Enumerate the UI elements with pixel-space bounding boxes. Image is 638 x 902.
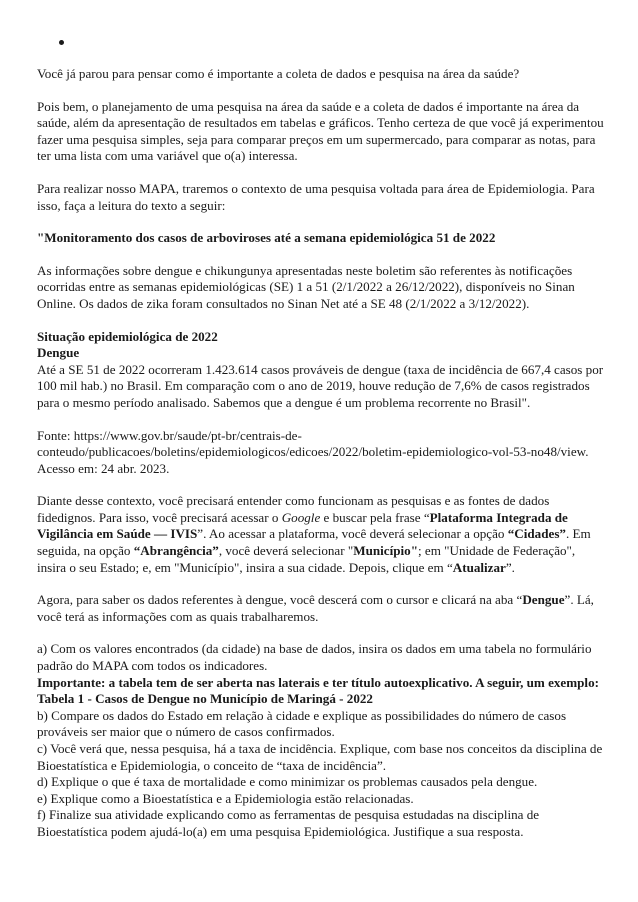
source-paragraph: Fonte: https://www.gov.br/saude/pt-br/centrais-de-conteudo/publicacoes/boletins/epidemiologicos/edicoes/2022/boletim-epidemiologico-vol-53-no48/view. Acesso em: 24 abr. 2023. xyxy=(37,427,589,476)
atualizar-option: Atualizar xyxy=(452,559,506,575)
cidades-option: “Cidades” xyxy=(507,526,566,542)
dengue-paragraph: Até a SE 51 de 2022 ocorreram 1.423.614 casos prováveis de dengue (taxa de incidência de 667,4 casos por 100 mil hab.) no Brasil. Em comparação com o ano de 2019, houve redução de 7,6% de casos registrados para o mesmo período analisado. Sabemos que a dengue é um problema recorrente no Brasil". xyxy=(37,361,604,410)
intro-paragraph: Pois bem, o planejamento de uma pesquisa na área da saúde e a coleta de dados é importante na área da saúde, além da apresentação de resultados em tabelas e gráficos. Tenho certeza de que você já experimentou fazer uma pesquisa simples, seja para comparar preços em um supermercado, para comparar as notas, para ter uma lista com uma variável que o(a) interessa. xyxy=(37,98,604,164)
document-body xyxy=(37,34,605,841)
task-c: c) Você verá que, nessa pesquisa, há a taxa de incidência. Explique, com base nos conceitos da disciplina de Bioestatística e Epidemiologia, o conceito de “taxa de incidência”. xyxy=(37,741,603,773)
task-a: a) Com os valores encontrados (da cidade) na base de dados, insira os dados em uma tabela no formulário padrão do MAPA com todos os indicadores. xyxy=(37,641,592,674)
dengue-heading: Dengue xyxy=(37,345,80,361)
instructions-paragraph: Diante desse contexto, você precisará entender como funcionam as pesquisas e as fontes de dados fidedignos. Para isso, você precisará acessar o Google e buscar pela frase “Plataforma Integrada de Vigilância em Saúde — IVIS”. Ao acessar a plataforma, você deverá selecionar a opção “Cidades”. Em seguida, na opção “Abrangência”, você deverá selecionar "Município"; em "Unidade de Federação", insira o seu Estado; e, em "Município", insira a sua cidade. Depois, clique em “Atualizar”. xyxy=(37,493,591,575)
quote-title xyxy=(37,230,605,247)
task-f: f) Finalize sua atividade explicando como as ferramentas de pesquisa estudadas na disciplina de Bioestatística podem ajudá-lo(a) em uma pesquisa Epidemiológica. Justifique a sua resposta. xyxy=(37,807,540,839)
abrangencia-option: “Abrangência” xyxy=(133,543,219,559)
dengue-tab-paragraph: Agora, para saber os dados referentes à dengue, você descerá com o cursor e clicará na aba “Dengue”. Lá, você terá as informações com as quais trabalharemos. xyxy=(37,592,594,624)
bullet-dot-icon xyxy=(59,40,64,45)
bullet-marker xyxy=(37,34,605,48)
task-e: e) Explique como a Bioestatística e a Epidemiologia estão relacionadas. xyxy=(37,790,414,806)
intro-question: Você já parou para pensar como é importante a coleta de dados e pesquisa na área da saúde? xyxy=(37,66,520,81)
quote-title-text: "Monitoramento dos casos de arboviroses até a semana epidemiológica 51 de 2022 xyxy=(37,230,496,246)
dengue-tab-name: Dengue xyxy=(522,592,565,608)
task-b: b) Compare os dados do Estado em relação à cidade e explique as possibilidades do número de casos prováveis ser maior que o número de casos confirmados. xyxy=(37,707,567,740)
situation-heading: Situação epidemiológica de 2022 xyxy=(37,328,218,344)
platform-name: Plataforma Integrada de Vigilância em Saúde — IVIS xyxy=(37,509,568,542)
context-paragraph: Para realizar nosso MAPA, traremos o contexto de uma pesquisa voltada para área de Epidemiologia. Para isso, faça a leitura do texto a seguir: xyxy=(37,180,595,213)
google-text: Google xyxy=(281,509,321,525)
municipio-option: Município" xyxy=(353,543,418,559)
tasks-list xyxy=(37,641,605,840)
bulletin-paragraph: As informações sobre dengue e chikungunya apresentadas neste boletim são referentes às notificações ocorridas entre as semanas epidemiológicas (SE) 1 a 51 (2/1/2022 a 26/12/2022), disponíveis no Sinan Online. Os dados de zika foram consultados no Sinan Net até a SE 48 (2/1/2022 a 3/12/2022). xyxy=(37,262,575,311)
task-d: d) Explique o que é taxa de mortalidade e como minimizar os problemas causados pela dengue. xyxy=(37,774,538,790)
task-important: Importante: a tabela tem de ser aberta nas laterais e ter título autoexplicativo. A seguir, um exemplo: Tabela 1 - Casos de Dengue no Município de Maringá - 2022 xyxy=(37,674,599,707)
